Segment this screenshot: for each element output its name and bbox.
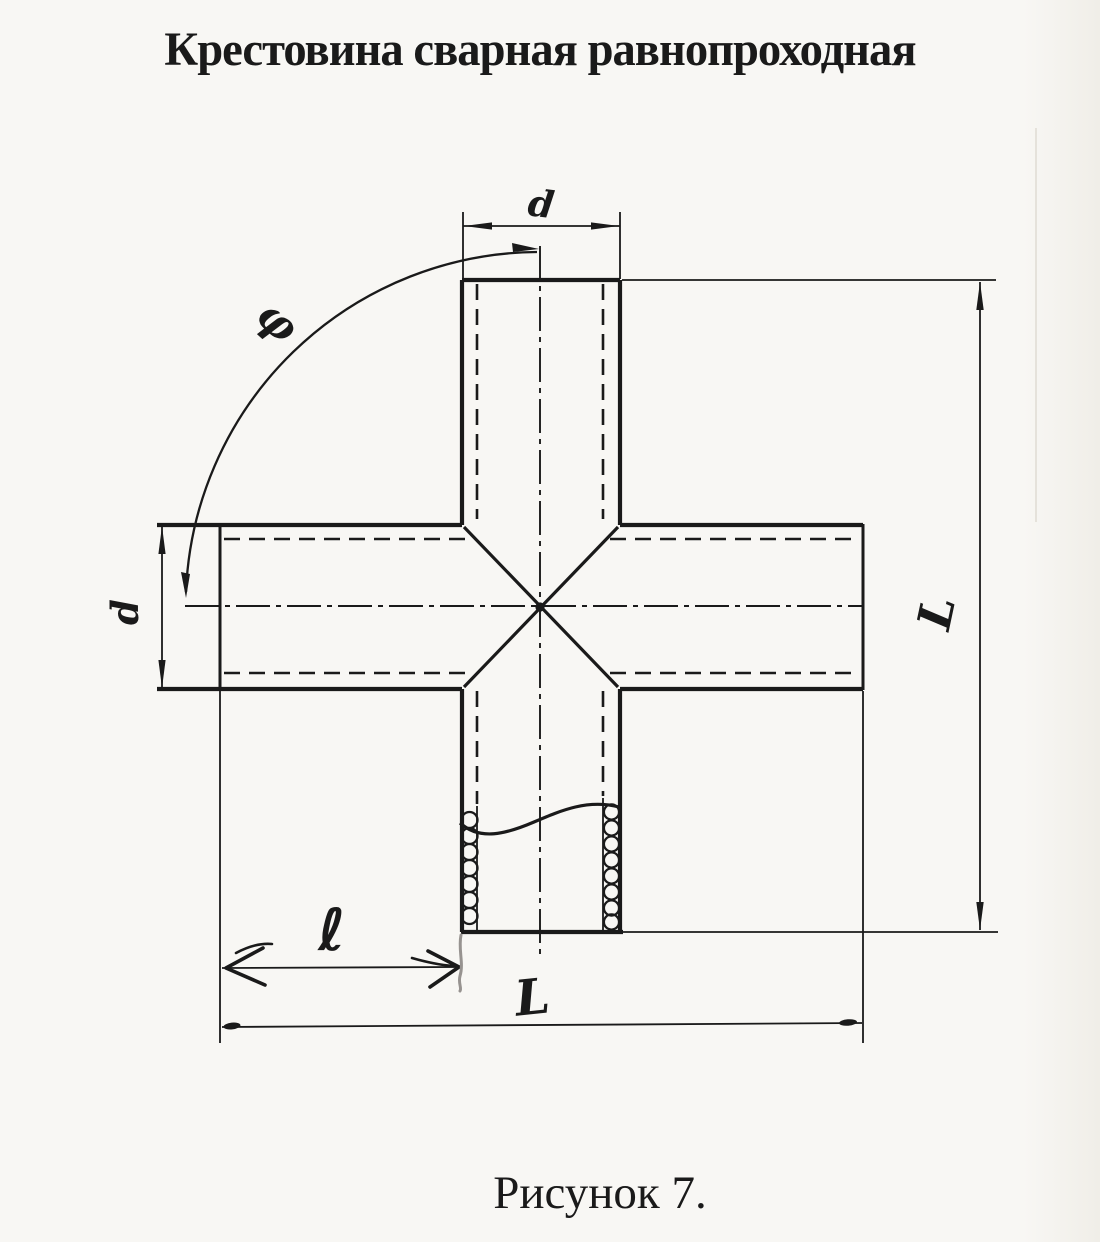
dim-label-L-right: L bbox=[906, 591, 967, 635]
dimension-d-top bbox=[463, 180, 620, 279]
thread-scallops-right bbox=[604, 804, 619, 929]
dimension-L-bottom bbox=[220, 691, 863, 1043]
dim-label-l-bottom: ℓ bbox=[318, 896, 346, 964]
dim-label-d-left: d bbox=[103, 599, 147, 625]
hidden-inner-walls bbox=[224, 284, 860, 804]
dim-label-L-bottom: L bbox=[512, 966, 553, 1028]
centerlines bbox=[185, 246, 864, 958]
angle-label-phi: φ bbox=[246, 290, 309, 354]
figure-caption: Рисунок 7. bbox=[493, 1167, 707, 1219]
angle-arc bbox=[181, 243, 539, 598]
dim-label-d-top: d bbox=[525, 180, 557, 228]
weld-seam-diagonals bbox=[464, 527, 618, 687]
freehand-extension-scribble bbox=[459, 935, 461, 991]
dimension-d-left bbox=[103, 526, 166, 688]
drawing-title: Крестовина сварная равнопроходная bbox=[164, 23, 916, 76]
dimension-l-bottom bbox=[222, 896, 461, 991]
